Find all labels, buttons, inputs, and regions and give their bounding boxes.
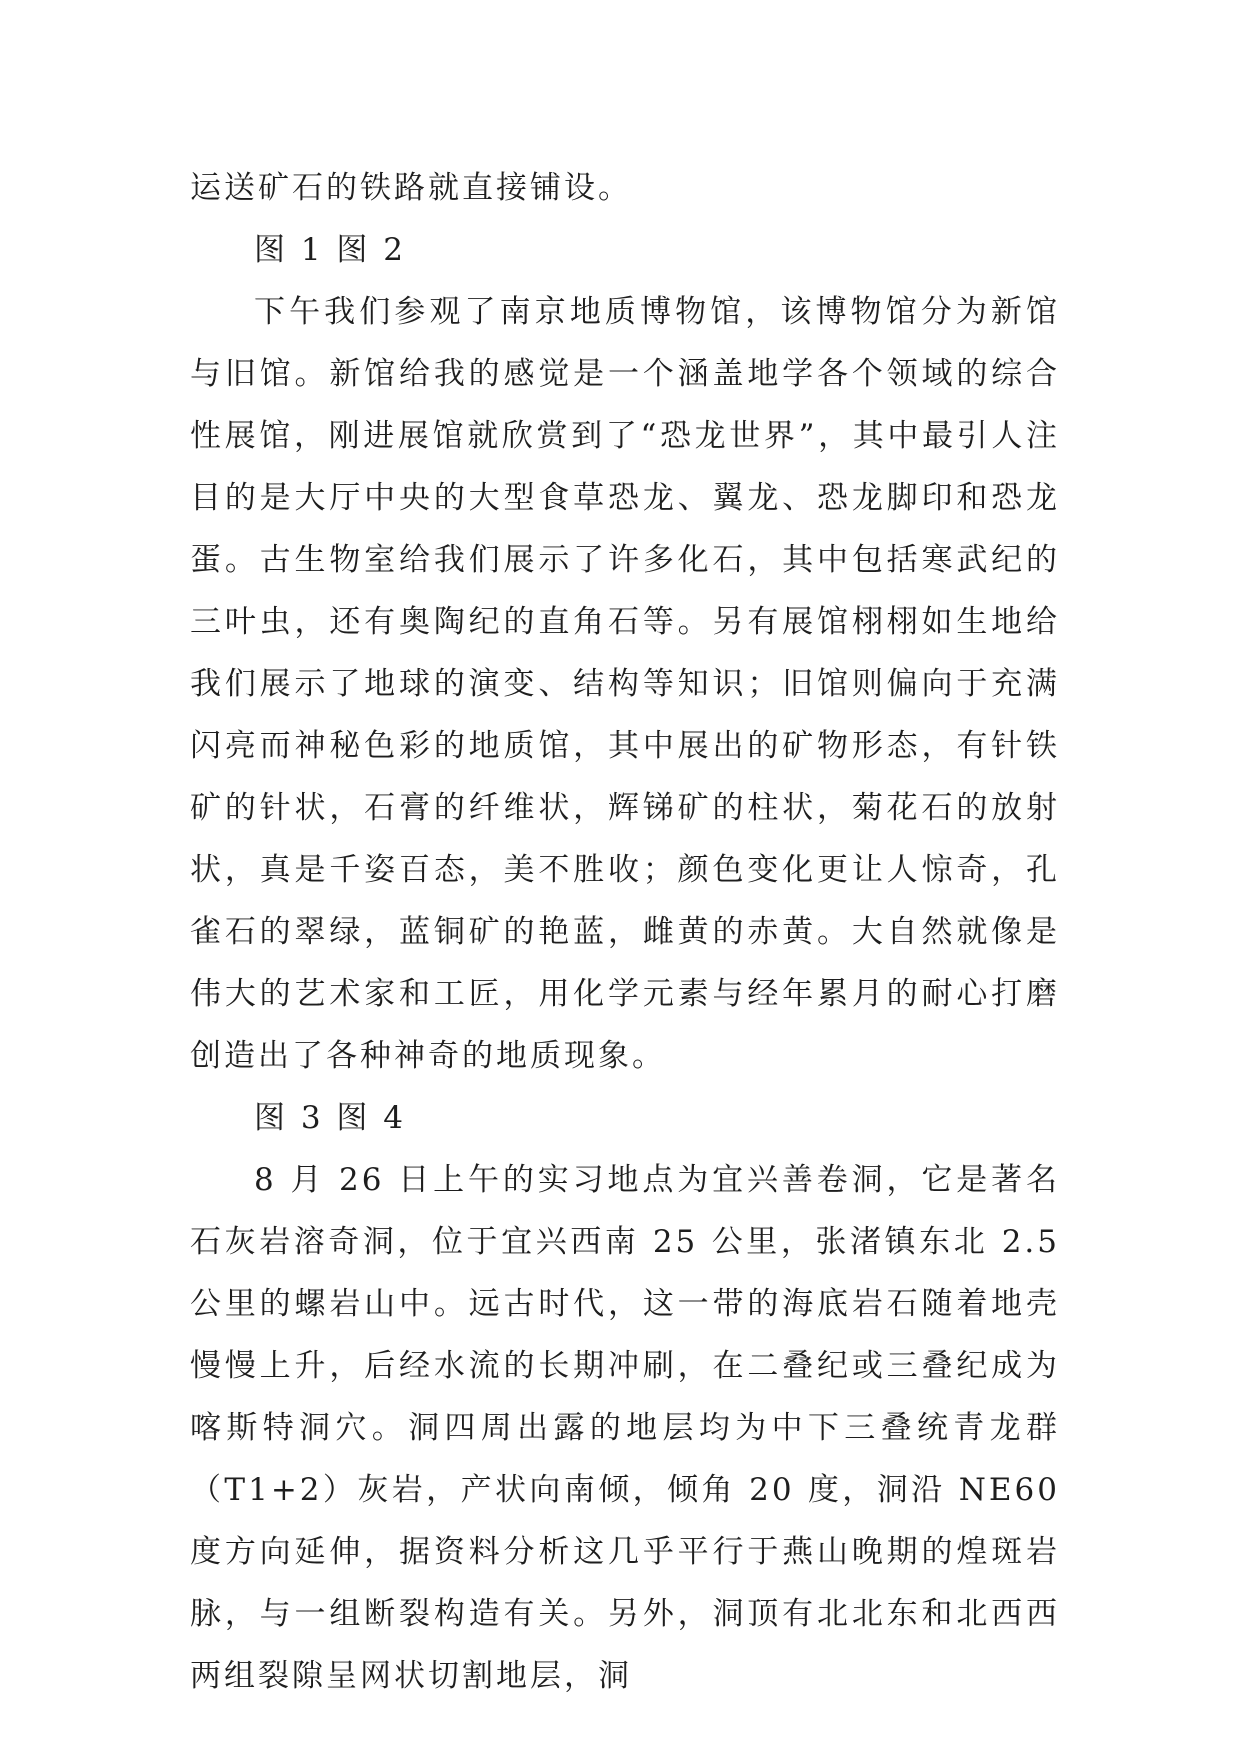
figure-caption-3-4: 图 3 图 4: [254, 1100, 407, 1136]
figure-caption-1-2: 图 1 图 2: [254, 232, 407, 268]
paragraph-geology-museum: 下午我们参观了南京地质博物馆，该博物馆分为新馆与旧馆。新馆给我的感觉是一个涵盖地学各个领域的综合性展馆，刚进展馆就欣赏到了“恐龙世界”，其中最引人注目的是大厅中央的大型食草恐龙、翼龙、恐龙脚印和恐龙蛋。古生物室给我们展示了许多化石，其中包括寒武纪的三叶虫，还有奥陶纪的直角石等。另有展馆栩栩如生地给我们展示了地球的演变、结构等知识；旧馆则偏向于充满闪亮而神秘色彩的地质馆，其中展出的矿物形态，有针铁矿的针状，石膏的纤维状，辉锑矿的柱状，菊花石的放射状，真是千姿百态，美不胜收；颜色变化更让人惊奇，孔雀石的翠绿，蓝铜矿的艳蓝，雌黄的赤黄。大自然就像是伟大的艺术家和工匠，用化学元素与经年累月的耐心打磨创造出了各种神奇的地质现象。: [190, 294, 1060, 1074]
paragraph-continuation: 运送矿石的铁路就直接铺设。: [190, 170, 632, 206]
paragraph-shanjuan-cave: 8 月 26 日上午的实习地点为宜兴善卷洞，它是著名石灰岩溶奇洞，位于宜兴西南 25 公里，张渚镇东北 2.5 公里的螺岩山中。远古时代，这一带的海底岩石随着地壳慢慢上升，后经水流的长期冲刷，在二叠纪或三叠纪成为喀斯特洞穴。洞四周出露的地层均为中下三叠统青龙群（T1+2）灰岩，产状向南倾，倾角 20 度，洞沿 NE60 度方向延伸，据资料分析这几乎平行于燕山晚期的煌斑岩脉，与一组断裂构造有关。另外，洞顶有北北东和北西西两组裂隙呈网状切割地层，洞: [190, 1162, 1060, 1694]
document-body: [190, 157, 1060, 1707]
